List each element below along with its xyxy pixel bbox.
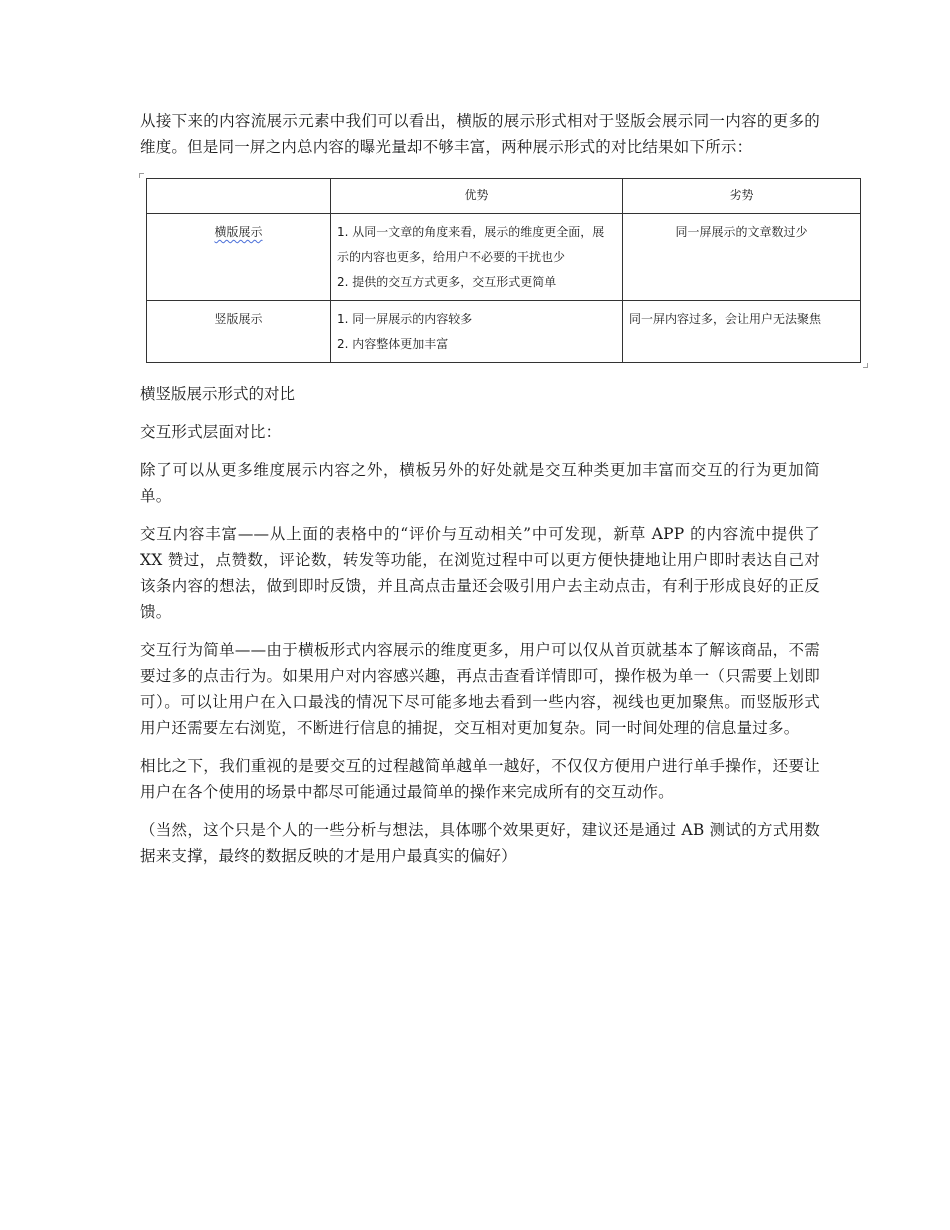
advantage-item <box>337 332 616 357</box>
section-title: 交互形式层面对比： <box>140 423 282 441</box>
body-paragraph: 交互内容丰富——从上面的表格中的“评价与互动相关”中可发现，新草 APP 的内容流中提供了 XX 赞过，点赞数，评论数，转发等功能，在浏览过程中可以更方便快捷地让用户即时表达自己对该条内容的想法，做到即时反馈，并且高点击量还会吸引用户去主动点击，有利于形成良好的正反馈。 <box>140 525 820 621</box>
advantage-text: 2. 提供的交互方式更多，交互形式更简单 <box>337 275 557 289</box>
advantage-item <box>337 270 616 295</box>
comparison-table <box>146 178 861 363</box>
disadvantage-cell <box>623 214 861 301</box>
advantage-text: 2. 内容整体更加丰富 <box>337 337 449 351</box>
intro-paragraph: 从接下来的内容流展示元素中我们可以看出，横版的展示形式相对于竖版会展示同一内容的更多的维度。但是同一屏之内总内容的曝光量却不够丰富，两种展示形式的对比结果如下所示： <box>140 112 820 156</box>
comparison-table-container <box>146 178 861 363</box>
advantage-item <box>337 307 616 332</box>
table-anchor-mark <box>139 173 144 178</box>
disadvantage-cell <box>623 301 861 363</box>
disadvantage-text: 同一屏展示的文章数过少 <box>675 225 808 239</box>
advantage-item <box>337 220 616 270</box>
table-header-row <box>147 179 861 214</box>
row-label-text: 竖版展示 <box>214 312 263 326</box>
document-page <box>140 108 820 881</box>
row-label-horizontal <box>147 214 331 301</box>
table-header-empty <box>147 179 331 214</box>
row-label-text: 横版展示 <box>214 225 263 239</box>
body-paragraph: （当然，这个只是个人的一些分析与想法，具体哪个效果更好，建议还是通过 AB 测试的方式用数据来支撑，最终的数据反映的才是用户最真实的偏好） <box>140 821 820 865</box>
table-caption: 横竖版展示形式的对比 <box>140 385 296 403</box>
disadvantage-text: 同一屏内容过多，会让用户无法聚焦 <box>629 312 822 326</box>
table-row <box>147 301 861 363</box>
body-paragraph: 交互行为简单——由于横板形式内容展示的维度更多，用户可以仅从首页就基本了解该商品，不需要过多的点击行为。如果用户对内容感兴趣，再点击查看详情即可，操作极为单一（只需要上划即可）。可以让用户在入口最浅的情况下尽可能多地去看到一些内容，视线也更加聚焦。而竖版形式用户还需要左右浏览，不断进行信息的捕捉，交互相对更加复杂。同一时间处理的信息量过多。 <box>140 641 820 737</box>
row-label-vertical <box>147 301 331 363</box>
advantage-text: 1. 从同一文章的角度来看，展示的维度更全面，展示的内容也更多，给用户不必要的干扰也少 <box>337 225 605 264</box>
table-header-advantages: 优势 <box>331 179 623 214</box>
advantages-cell <box>331 301 623 363</box>
advantage-text: 1. 同一屏展示的内容较多 <box>337 312 473 326</box>
body-paragraph: 除了可以从更多维度展示内容之外，横板另外的好处就是交互种类更加丰富而交互的行为更加简单。 <box>140 461 820 505</box>
table-header-disadvantages: 劣势 <box>623 179 861 214</box>
table-row <box>147 214 861 301</box>
table-anchor-mark <box>863 363 868 368</box>
advantages-cell <box>331 214 623 301</box>
body-paragraph: 相比之下，我们重视的是要交互的过程越简单越单一越好，不仅仅方便用户进行单手操作，还要让用户在各个使用的场景中都尽可能通过最简单的操作来完成所有的交互动作。 <box>140 757 820 801</box>
